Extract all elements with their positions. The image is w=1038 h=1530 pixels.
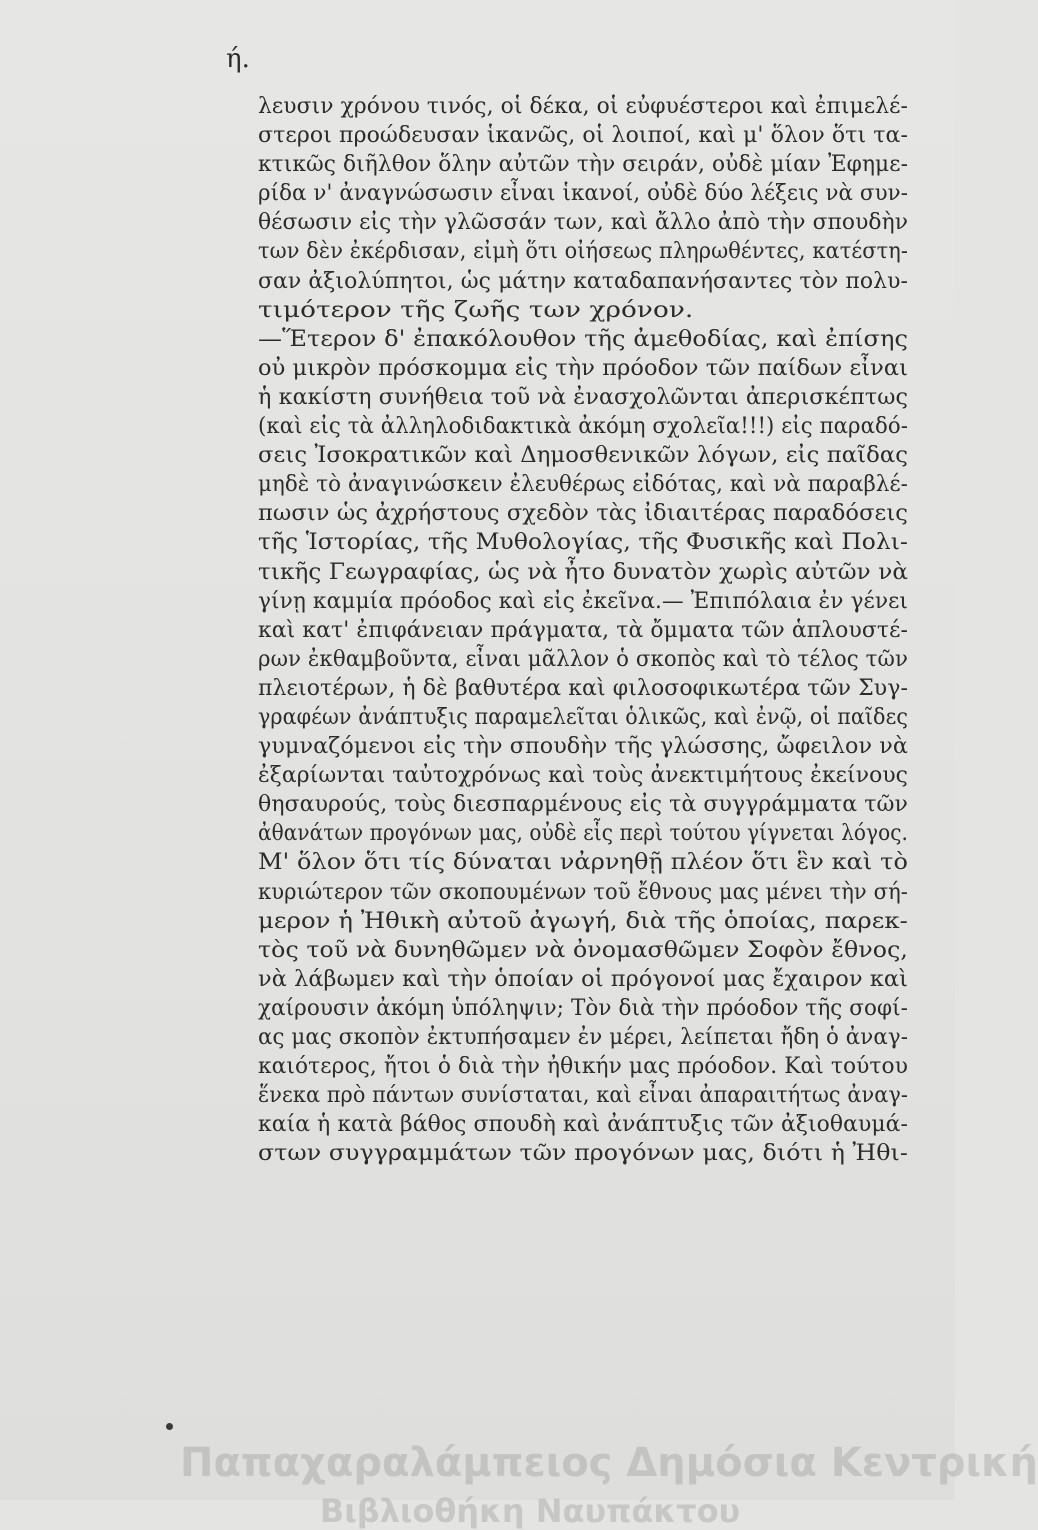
page-header-mark: ή. bbox=[226, 44, 250, 74]
text-line: ρίδα ν' ἀναγνώσωσιν εἶναι ἱκανοί, οὐδὲ δύο λέξεις νὰ συν- bbox=[258, 180, 908, 207]
text-line: θέσωσιν εἰς τὴν γλῶσσάν των, καὶ ἄλλο ἀπὸ τὴν σπουδὴν bbox=[258, 209, 908, 236]
text-line: τῆς Ἱστορίας, τῆς Μυθολογίας, τῆς Φυσικῆς καὶ Πολι- bbox=[258, 529, 908, 556]
text-line: Μ' ὅλον ὅτι τίς δύναται νἀρνηθῇ πλέον ὅτι ἓν καὶ τὸ bbox=[258, 849, 908, 876]
text-line: ἐξαρίωνται ταὐτοχρόνως καὶ τοὺς ἀνεκτιμήτους ἐκείνους bbox=[258, 762, 908, 789]
text-line: οὐ μικρὸν πρόσκομμα εἰς τὴν πρόοδον τῶν παίδων εἶναι bbox=[258, 354, 908, 381]
text-line: (καὶ εἰς τὰ ἀλληλοδιδακτικὰ ἀκόμη σχολεῖα!!!) εἰς παραδό- bbox=[258, 413, 908, 440]
text-line: σεις Ἰσοκρατικῶν καὶ Δημοσθενικῶν λόγων, εἰς παῖδας bbox=[258, 442, 908, 469]
library-watermark-line-2: Βιβλιοθήκη Ναυπάκτου bbox=[319, 1492, 741, 1530]
text-line: ἀθανάτων προγόνων μας, οὐδὲ εἷς περὶ τούτου γίγνεται λόγος. bbox=[258, 820, 908, 847]
text-line: γυμναζόμενοι εἰς τὴν σπουδὴν τῆς γλώσσης, ὤφειλον νὰ bbox=[258, 733, 908, 760]
text-line: καὶ κατ' ἐπιφάνειαν πράγματα, τὰ ὄμματα τῶν ἁπλουστέ- bbox=[258, 616, 908, 643]
text-line: πλειοτέρων, ἡ δὲ βαθυτέρα καὶ φιλοσοφικωτέρα τῶν Συγ- bbox=[258, 674, 908, 701]
text-line: τιμότερον τῆς ζωῆς των χρόνον. bbox=[258, 296, 694, 323]
text-line: —Ἕτερον δ' ἐπακόλουθον τῆς ἀμεθοδίας, καὶ ἐπίσης bbox=[258, 325, 908, 352]
text-line: κυριώτερον τῶν σκοπουμένων τοῦ ἔθνους μας μένει τὴν σή- bbox=[258, 878, 908, 905]
text-line: καιότερος, ἤτοι ὁ διὰ τὴν ἠθικήν μας πρόοδον. Καὶ τούτου bbox=[258, 1053, 908, 1080]
ink-speck bbox=[166, 1423, 173, 1430]
text-line: γίνῃ καμμία πρόοδος καὶ εἰς ἐκεῖνα.— Ἐπιπόλαια ἐν γένει bbox=[258, 587, 908, 614]
text-line: κτικῶς διῆλθον ὅλην αὐτῶν τὴν σειράν, οὐδὲ μίαν Ἐφημε- bbox=[258, 151, 908, 178]
text-line: ρων ἐκθαμβοῦντα, εἶναι μᾶλλον ὁ σκοπὸς καὶ τὸ τέλος τῶν bbox=[258, 645, 908, 672]
text-line: στεροι προώδευσαν ἱκανῶς, οἱ λοιποί, καὶ μ' ὅλον ὅτι τα- bbox=[258, 122, 908, 149]
text-line: θησαυρούς, τοὺς διεσπαρμένους εἰς τὰ συγγράμματα τῶν bbox=[258, 791, 908, 818]
text-line: σαν ἀξιολύπητοι, ὡς μάτην καταδαπανήσαντες τὸν πολυ- bbox=[258, 267, 908, 294]
text-line: στων συγγραμμάτων τῶν προγόνων μας, διότι ἡ Ἠθι- bbox=[258, 1140, 909, 1167]
text-line: νὰ λάβωμεν καὶ τὴν ὁποίαν οἱ πρόγονοί μας ἔχαιρον καὶ bbox=[258, 965, 908, 992]
text-line: ἡ κακίστη συνήθεια τοῦ νὰ ἐνασχολῶνται ἀπερισκέπτως bbox=[258, 383, 908, 410]
text-line: πωσιν ὡς ἀχρήστους σχεδὸν τὰς ἰδιαιτέρας παραδόσεις bbox=[258, 500, 908, 527]
text-line: των δὲν ἐκέρδισαν, εἰμὴ ὅτι οἰήσεως πληρωθέντες, κατέστη- bbox=[258, 238, 908, 265]
library-watermark-line-1: Παπαχαραλάμπειος Δημόσια Κεντρική bbox=[180, 1440, 1038, 1486]
text-line: καία ἡ κατὰ βάθος σπουδὴ καὶ ἀνάπτυξις τῶν ἀξιοθαυμά- bbox=[258, 1111, 908, 1138]
text-line: τικῆς Γεωγραφίας, ὡς νὰ ἦτο δυνατὸν χωρὶς αὐτῶν νὰ bbox=[258, 558, 908, 585]
text-line: ἕνεκα πρὸ πάντων συνίσταται, καὶ εἶναι ἀπαραιτήτως ἀναγ- bbox=[258, 1082, 908, 1109]
text-line: μερον ἡ Ἠθικὴ αὐτοῦ ἀγωγή, διὰ τῆς ὁποίας, παρεκ- bbox=[258, 907, 908, 934]
text-line: μηδὲ τὸ ἀναγινώσκειν ἐλευθέρως εἰδότας, καὶ νὰ παραβλέ- bbox=[258, 471, 908, 498]
text-line: λευσιν χρόνου τινός, οἱ δέκα, οἱ εὐφυέστεροι καὶ ἐπιμελέ- bbox=[258, 93, 908, 119]
body-text bbox=[258, 92, 918, 1168]
text-line: γραφέων ἀνάπτυξις παραμελεῖται ὁλικῶς, καὶ ἐνῷ, οἱ παῖδες bbox=[258, 703, 908, 730]
text-line: χαίρουσιν ἀκόμη ὑπόληψιν; Τὸν διὰ τὴν πρόοδον τῆς σοφί- bbox=[258, 994, 908, 1021]
text-line: τὸς τοῦ νὰ δυνηθῶμεν νὰ ὀνομασθῶμεν Σοφὸν ἔθνος, bbox=[258, 936, 908, 963]
text-line: ας μας σκοπὸν ἐκτυπήσαμεν ἐν μέρει, λείπεται ἤδη ὁ ἀναγ- bbox=[258, 1024, 908, 1050]
